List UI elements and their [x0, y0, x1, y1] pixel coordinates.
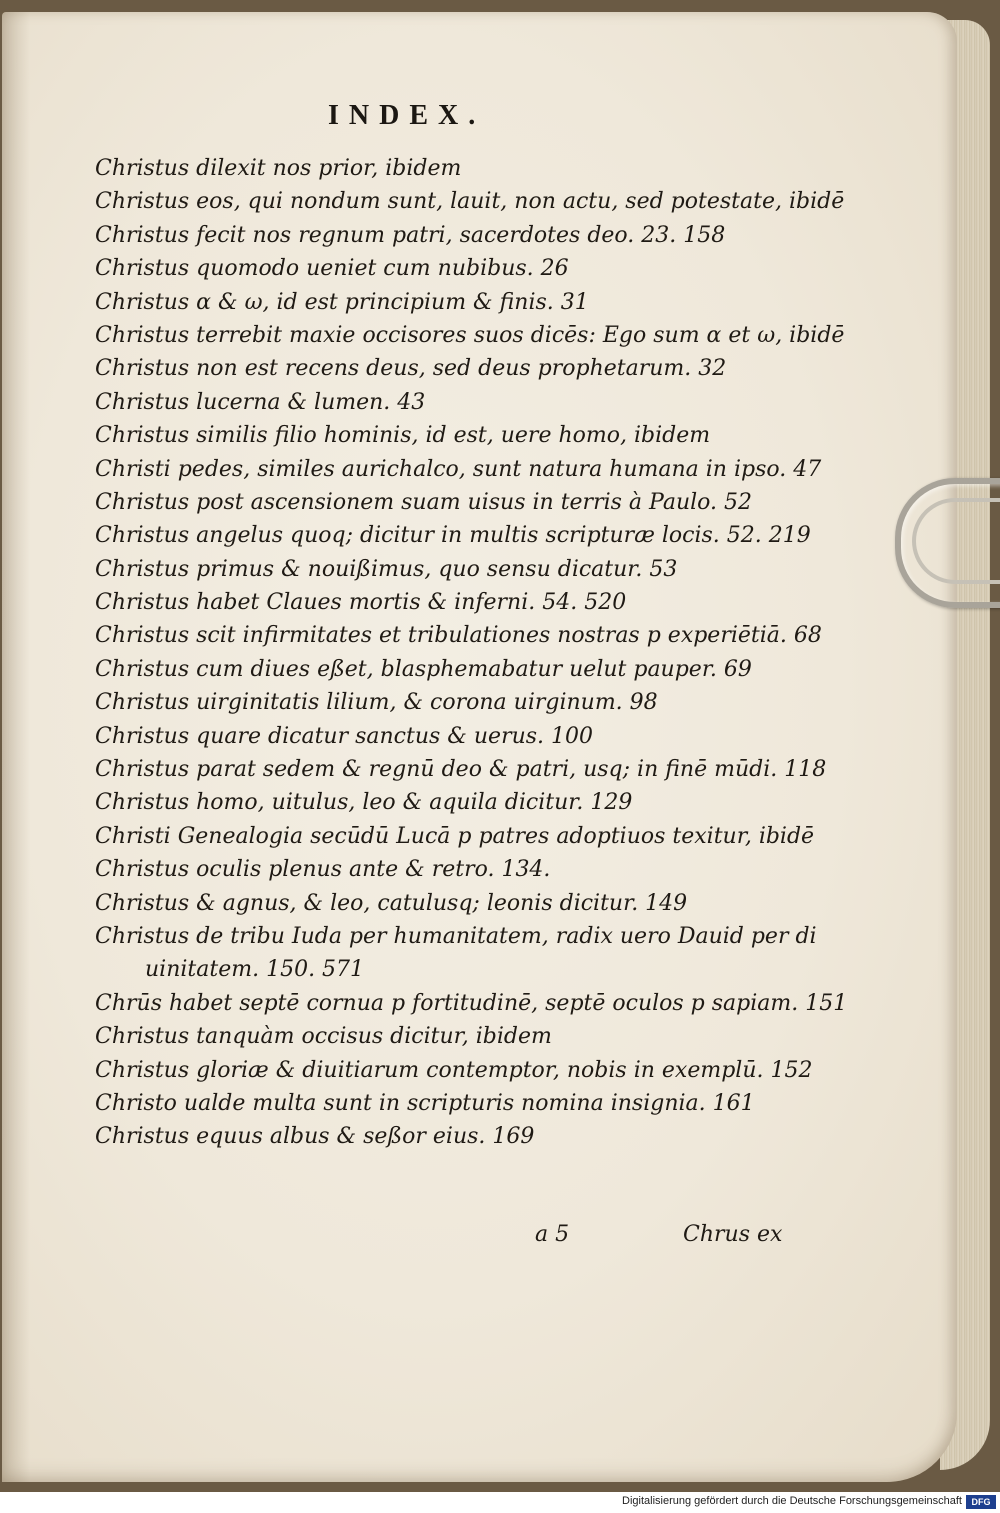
index-entry: Christo ualde multa sunt in scripturis nomina insignia. 161 — [95, 1090, 755, 1116]
index-entry: Christus de tribu Iuda per humanitatem, radix uero Dauid per di — [95, 923, 817, 949]
index-entry: Christus oculis plenus ante & retro. 134. — [95, 857, 551, 883]
index-entry: Christus gloriæ & diuitiarum contemptor, nobis in exemplū. 152 — [95, 1057, 813, 1083]
index-entry: Christus terrebit maxie occisores suos dicēs: Ego sum α et ω, ibidē — [95, 322, 845, 348]
index-entry: Christus cum diues eßet, blasphemabatur uelut pauper. 69 — [95, 656, 752, 682]
index-entry: Christus fecit nos regnum patri, sacerdotes deo. 23. 158 — [95, 222, 726, 248]
funding-credit: Digitalisierung gefördert durch die Deutsche Forschungsgemeinschaft — [622, 1495, 962, 1507]
index-entry: Christus α & ω, id est principium & finis. 31 — [95, 289, 589, 315]
index-entry-continuation: uinitatem. 150. 571 — [145, 957, 365, 983]
index-entry: Christus homo, uitulus, leo & aquila dicitur. 129 — [95, 790, 633, 816]
index-entry: Christus dilexit nos prior, ibidem — [95, 156, 462, 181]
catchword: Chrus ex — [683, 1222, 783, 1247]
index-entry: Christus non est recens deus, sed deus prophetarum. 32 — [95, 356, 727, 382]
index-entry: Christus eos, qui nondum sunt, lauit, non actu, sed potestate, ibidē — [95, 189, 845, 215]
signature-mark: a 5 — [535, 1222, 570, 1247]
index-entry: Christus parat sedem & regnū deo & patri, usq; in finē mūdi. 118 — [95, 757, 827, 783]
index-entry: Christus tanquàm occisus dicitur, ibidem — [95, 1024, 552, 1050]
index-entry: Christus angelus quoq; dicitur in multis scripturæ locis. 52. 219 — [95, 523, 811, 549]
index-entries — [95, 152, 875, 1154]
index-entry: Christus quare dicatur sanctus & uerus. 100 — [95, 723, 594, 749]
index-entry: Christus scit infirmitates et tribulationes nostras p experiētiā. 68 — [95, 623, 822, 649]
index-entry: Chrūs habet septē cornua p fortitudinē, septē oculos p sapiam. 151 — [95, 990, 848, 1016]
index-entry: Christus habet Claues mortis & inferni. 54. 520 — [95, 590, 627, 616]
funding-bar — [0, 1492, 1000, 1513]
dfg-logo: DFG — [966, 1495, 996, 1509]
index-entry: Christus equus albus & seßor eius. 169 — [95, 1124, 535, 1150]
index-entry: Christus post ascensionem suam uisus in terris à Paulo. 52 — [95, 489, 752, 515]
index-entry: Christus similis filio hominis, id est, uere homo, ibidem — [95, 423, 711, 449]
paper-clip-inner — [912, 498, 1000, 584]
index-entry: Christus quomodo ueniet cum nubibus. 26 — [95, 256, 569, 282]
index-entry: Christus & agnus, & leo, catulusq; leonis dicitur. 149 — [95, 890, 688, 916]
index-entry: Christus primus & nouißimus, quo sensu dicatur. 53 — [95, 556, 678, 582]
index-entry: Christi pedes, similes aurichalco, sunt natura humana in ipso. 47 — [95, 456, 822, 482]
spine-shadow — [2, 12, 30, 1482]
index-entry: Christus lucerna & lumen. 43 — [95, 389, 426, 415]
index-entry: Christi Genealogia secūdū Lucā p patres adoptiuos texitur, ibidē — [95, 823, 815, 849]
page-header: INDEX. — [328, 100, 486, 131]
index-entry: Christus uirginitatis lilium, & corona uirginum. 98 — [95, 690, 658, 716]
